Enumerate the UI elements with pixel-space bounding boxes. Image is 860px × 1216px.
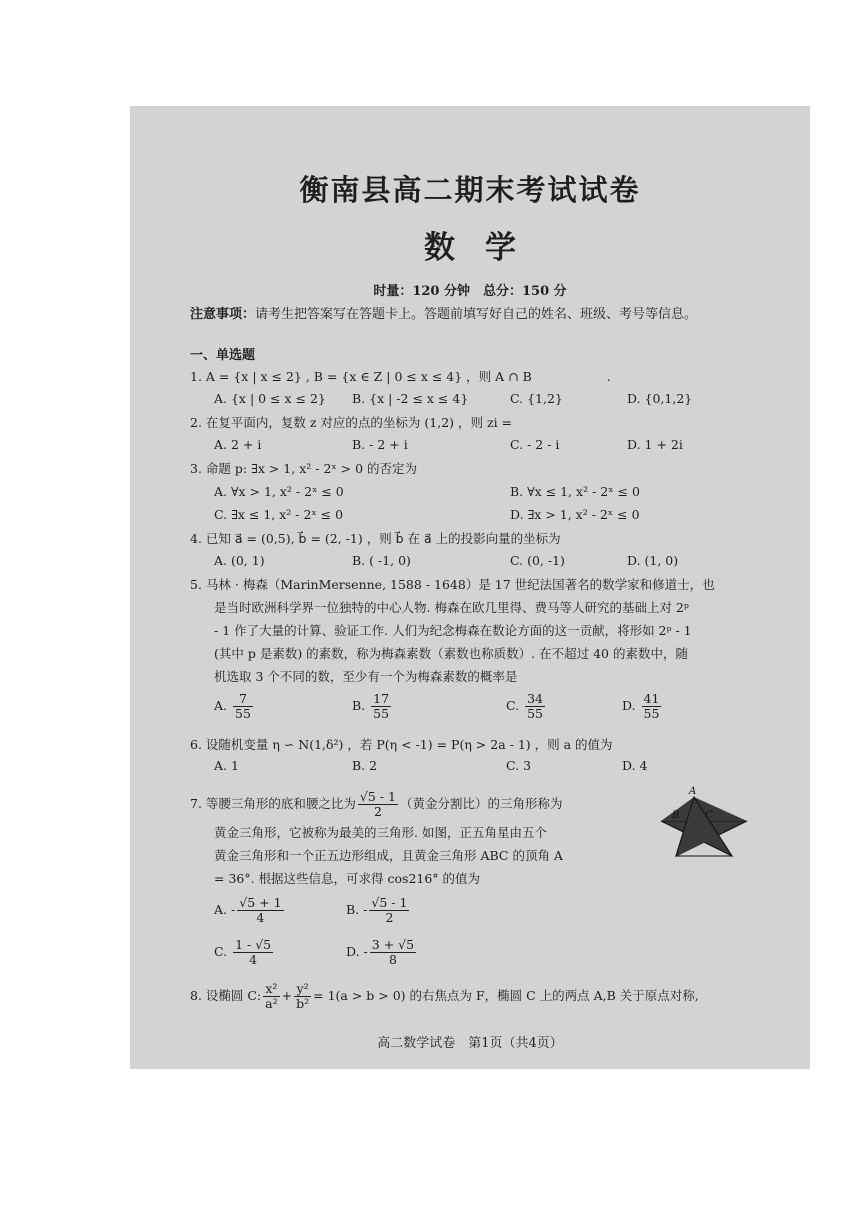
q7-d-denominator: 8 <box>388 952 397 967</box>
q8-x-numerator: x² <box>263 982 279 997</box>
q8-fraction-x <box>263 982 279 1011</box>
q5-a-numerator: 7 <box>233 692 253 707</box>
q7-c-denominator: 4 <box>249 952 258 967</box>
q7-option-b-label: B. <box>346 902 360 917</box>
q7-ratio-numerator: √5 - 1 <box>359 789 396 804</box>
q8-y-denominator: b² <box>296 996 310 1011</box>
q3-option-c: C. ∃x ≤ 1, x² - 2ˣ ≤ 0 <box>214 507 344 522</box>
q5-option-c-fraction <box>525 692 545 721</box>
q7-a-denominator: 4 <box>256 910 265 925</box>
q7-c-numerator: 1 - √5 <box>235 937 272 952</box>
q8-stem <box>190 982 699 1011</box>
q7-line-4: = 36°. 根据这些信息，可求得 cos216° 的值为 <box>214 871 481 886</box>
figure-label-b: B <box>672 810 680 821</box>
page-footer: 高二数学试卷 第1页（共4页） <box>377 1036 563 1051</box>
q7-option-d-sign: - <box>363 944 368 959</box>
notice-label: 注意事项： <box>190 307 256 322</box>
q7-b-numerator: √5 - 1 <box>371 895 408 910</box>
q5-option-c-label: C. <box>506 698 520 713</box>
q1-option-c: C. {1,2} <box>510 391 563 406</box>
q7-option-d-label: D. <box>346 944 360 959</box>
q5-line-5: 机选取 3 个不同的数，至少有一个为梅森素数的概率是 <box>214 669 518 684</box>
time-and-score: 时量：120 分钟 总分：150 分 <box>373 284 567 299</box>
q2-option-c: C. - 2 - i <box>510 437 560 452</box>
q5-option-d <box>622 692 663 721</box>
q2-option-b: B. - 2 + i <box>352 437 408 452</box>
figure-label-a: A <box>689 786 697 797</box>
q6-stem: 6. 设随机变量 η ∽ N(1,δ²) ，若 P(η < -1) = P(η > 2a - 1) ，则 a 的值为 <box>190 737 613 752</box>
q7-b-denominator: 2 <box>385 910 394 925</box>
q1-option-d: D. {0,1,2} <box>627 391 693 406</box>
q1-option-a: A. {x | 0 ≤ x ≤ 2} <box>214 391 326 406</box>
q2-stem: 2. 在复平面内，复数 z 对应的点的坐标为 (1,2) ，则 zi = <box>190 415 513 430</box>
figure-label-c: C <box>705 810 713 821</box>
q7-line-2: 黄金三角形，它被称为最美的三角形. 如图，正五角星由五个 <box>214 825 547 840</box>
q5-option-b-label: B. <box>352 698 366 713</box>
q8-fraction-y <box>294 982 311 1011</box>
q7-ratio-denominator: 2 <box>373 804 382 819</box>
q7-line-1-start: 7. 等腰三角形的底和腰之比为 <box>190 796 356 811</box>
q6-option-d: D. 4 <box>622 758 648 773</box>
q8-x-denominator: a² <box>265 996 278 1011</box>
q3-option-a: A. ∀x > 1, x² - 2ˣ ≤ 0 <box>214 484 344 499</box>
q5-c-denominator: 55 <box>527 706 543 721</box>
q5-option-a-fraction <box>233 692 253 721</box>
q8-stem-end: = 1(a > b > 0) 的右焦点为 F，椭圆 C 上的两点 A,B 关于原点对称, <box>313 988 699 1003</box>
q7-golden-ratio-fraction <box>358 790 398 819</box>
q1-stem: 1. A = {x | x ≤ 2} , B = {x ∈ Z | 0 ≤ x ≤ 4} ，则 A ∩ B . <box>190 369 611 384</box>
q3-stem: 3. 命题 p: ∃x > 1, x² - 2ˣ > 0 的否定为 <box>190 461 418 476</box>
section-heading: 一、单选题 <box>190 348 256 363</box>
exam-sheet <box>130 106 810 1069</box>
q4-stem: 4. 已知 a⃗ = (0,5), b⃗ = (2, -1) ，则 b⃗ 在 a⃗ 上的投影向量的坐标为 <box>190 531 561 546</box>
q5-option-b <box>352 692 393 721</box>
q7-line-1 <box>190 790 562 819</box>
q6-option-a: A. 1 <box>214 758 239 773</box>
q5-line-1: 5. 马林 · 梅森（MarinMersenne, 1588 - 1648）是 17 世纪法国著名的数学家和修道士，也 <box>190 577 715 592</box>
q4-option-d: D. (1, 0) <box>627 553 679 568</box>
notice <box>190 303 697 322</box>
q7-option-c <box>214 938 275 967</box>
q5-d-numerator: 41 <box>643 691 660 706</box>
q6-option-b: B. 2 <box>352 758 378 773</box>
q5-option-d-fraction <box>642 692 662 721</box>
q5-option-c <box>506 692 547 721</box>
q7-option-a-fraction <box>237 896 283 925</box>
q4-option-b: B. ( -1, 0) <box>352 553 411 568</box>
exam-title: 衡南县高二期末考试试卷 <box>299 173 641 207</box>
q3-option-b: B. ∀x ≤ 1, x² - 2ˣ ≤ 0 <box>510 484 640 499</box>
q7-a-numerator: √5 + 1 <box>239 895 282 910</box>
q5-option-a <box>214 692 255 721</box>
q7-option-c-fraction <box>233 938 273 967</box>
q3-option-d: D. ∃x > 1, x² - 2ˣ ≤ 0 <box>510 507 640 522</box>
q5-c-numerator: 34 <box>527 691 543 706</box>
pentagram-figure <box>648 782 760 906</box>
q7-option-c-label: C. <box>214 944 228 959</box>
q7-option-a <box>214 896 286 925</box>
q2-option-a: A. 2 + i <box>214 437 262 452</box>
q5-option-a-label: A. <box>214 698 228 713</box>
q7-option-b-fraction <box>369 896 409 925</box>
q5-a-denominator: 55 <box>235 706 251 721</box>
q7-option-a-sign: - <box>231 902 236 917</box>
q4-option-a: A. (0, 1) <box>214 553 265 568</box>
q7-line-3: 黄金三角形和一个正五边形组成，且黄金三角形 ABC 的顶角 A <box>214 848 563 863</box>
exam-subject: 数学 <box>424 230 546 266</box>
notice-text: 请考生把答案写在答题卡上。答题前填写好自己的姓名、班级、考号等信息。 <box>255 307 698 322</box>
q7-d-numerator: 3 + √5 <box>371 937 415 952</box>
q5-line-3: - 1 作了大量的计算、验证工作. 人们为纪念梅森在数论方面的这一贡献，将形如 2ᵖ - 1 <box>214 623 692 638</box>
q7-option-d <box>346 938 418 967</box>
q4-option-c: C. (0, -1) <box>510 553 565 568</box>
q5-b-numerator: 17 <box>373 691 390 706</box>
q1-option-b: B. {x | -2 ≤ x ≤ 4} <box>352 391 469 406</box>
q5-option-b-fraction <box>371 692 391 721</box>
q8-y-numerator: y² <box>294 982 311 997</box>
q7-line-1-end: （黄金分割比）的三角形称为 <box>399 796 563 811</box>
q7-option-b-sign: - <box>363 902 368 917</box>
q5-b-denominator: 55 <box>373 706 390 721</box>
q7-option-a-label: A. <box>214 902 228 917</box>
q5-option-d-label: D. <box>622 698 636 713</box>
q8-stem-start: 8. 设椭圆 C: <box>190 988 262 1003</box>
q7-option-b <box>346 896 411 925</box>
q5-line-2: 是当时欧洲科学界一位独特的中心人物. 梅森在欧几里得、费马等人研究的基础上对 2ᵖ <box>214 600 689 615</box>
q5-d-denominator: 55 <box>643 706 660 721</box>
q2-option-d: D. 1 + 2i <box>627 437 683 452</box>
q6-option-c: C. 3 <box>506 758 532 773</box>
q7-option-d-fraction <box>370 938 416 967</box>
q8-plus: + <box>281 988 293 1003</box>
q5-line-4: (其中 p 是素数) 的素数，称为梅森素数（素数也称质数）. 在不超过 40 的素数中，随 <box>214 646 688 661</box>
